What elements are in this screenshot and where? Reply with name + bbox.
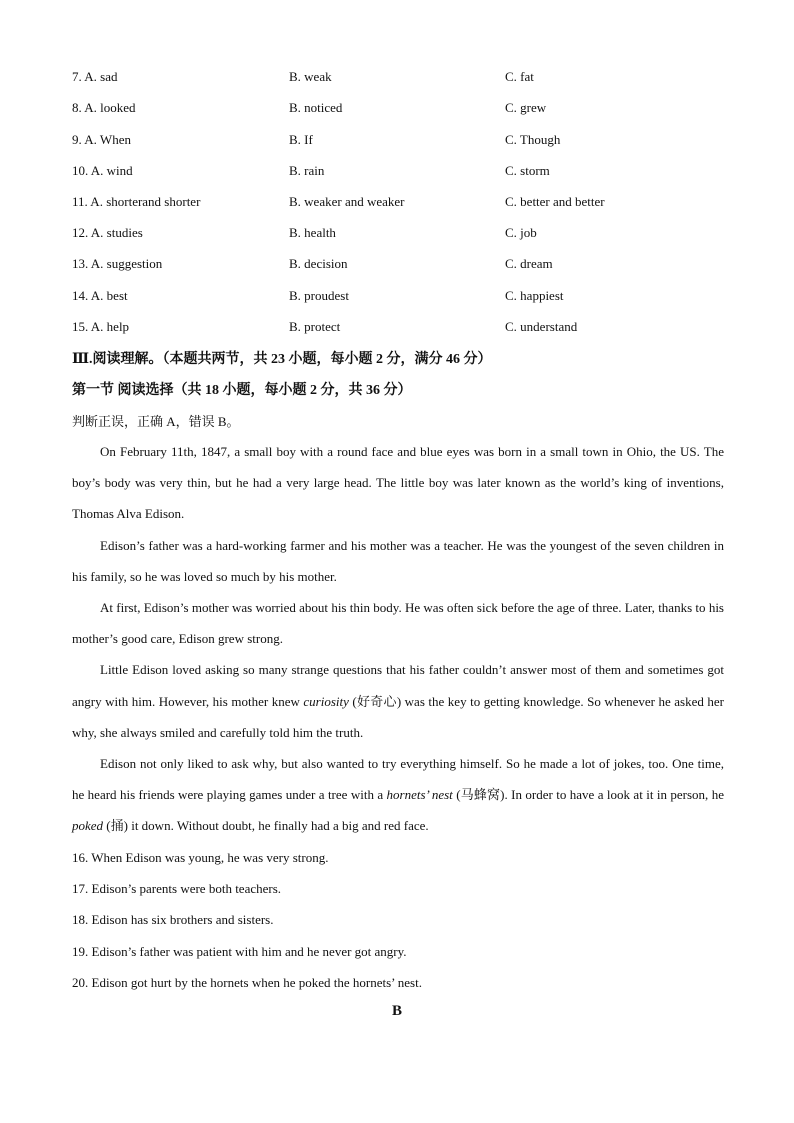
- option-a: 8. A. looked: [72, 100, 136, 115]
- section-heading: Ⅲ.阅读理解。（本题共两节，共 23 小题，每小题 2 分，满分 46 分）: [72, 352, 492, 367]
- option-row-13: [72, 256, 732, 287]
- question-item: 16. When Edison was young, he was very strong.: [72, 850, 329, 865]
- option-b: B. health: [289, 225, 336, 240]
- question-list: [72, 842, 422, 998]
- part-heading: 第一节 阅读选择（共 18 小题，每小题 2 分，共 36 分）: [72, 383, 412, 398]
- paragraph-5: [72, 748, 724, 842]
- option-b: B. weaker and weaker: [289, 194, 405, 209]
- question-item: 19. Edison’s father was patient with him and he never got angry.: [72, 943, 407, 959]
- option-b: B. If: [289, 132, 313, 147]
- option-row-12: [72, 225, 732, 256]
- option-b: B. noticed: [289, 100, 343, 115]
- question-item: 18. Edison has six brothers and sisters.: [72, 912, 274, 928]
- option-row-14: [72, 288, 732, 319]
- paragraph-1: On February 11th, 1847, a small boy with a round face and blue eyes was born in a small town in Ohio, the US. The boy’s body was very thin, but he had a very large head. The little boy was later known as the world’s king of inventions, Thomas Alva Edison.: [72, 444, 724, 522]
- option-a: 9. A. When: [72, 132, 131, 147]
- text-segment: (捅) it down. Without doubt, he finally had a big and red face.: [103, 818, 429, 834]
- option-a: 10. A. wind: [72, 163, 133, 178]
- option-c: C. happiest: [505, 288, 564, 303]
- italic-term: curiosity: [303, 693, 349, 709]
- text-segment: (马蜂窝). In order to have a look at it in person, he: [452, 787, 724, 803]
- option-a: 15. A. help: [72, 319, 130, 334]
- italic-term: hornets’ nest: [386, 787, 453, 803]
- option-c: C. understand: [505, 319, 578, 334]
- option-c: C. dream: [505, 256, 553, 271]
- question-item: 17. Edison’s parents were both teachers.: [72, 881, 282, 897]
- question-item: 20. Edison got hurt by the hornets when he poked the hornets’ nest.: [72, 974, 422, 990]
- option-b: B. decision: [289, 256, 348, 271]
- reading-passage: [72, 436, 724, 842]
- text-segment: Little Edison loved asking so many strange questions that his father couldn’t answer most of them and sometimes got angry with him. However, his mother knew: [72, 662, 724, 709]
- paragraph-4: [72, 654, 724, 748]
- option-c: C. grew: [505, 100, 547, 115]
- option-b: B. proudest: [289, 288, 349, 303]
- option-c: C. fat: [505, 69, 534, 84]
- option-c: C. job: [505, 225, 537, 240]
- instruction-text: 判断正误，正确 A，错误 B。: [72, 414, 240, 429]
- option-a: 7. A. sad: [72, 69, 118, 84]
- option-a: 14. A. best: [72, 288, 128, 303]
- paragraph-3: At first, Edison’s mother was worried about his thin body. He was often sick before the age of three. Later, thanks to his mother’s good care, Edison grew strong.: [72, 600, 724, 647]
- option-row-15: [72, 319, 732, 350]
- option-a: 11. A. shorterand shorter: [72, 194, 201, 209]
- option-b: B. protect: [289, 319, 341, 334]
- section-b-label: B: [391, 1003, 402, 1019]
- option-c: C. Though: [505, 132, 561, 147]
- option-b: B. weak: [289, 69, 332, 84]
- option-c: C. better and better: [505, 194, 605, 209]
- option-a: 13. A. suggestion: [72, 256, 163, 271]
- text-segment: Edison not only liked to ask why, but also wanted to try everything himself. So he made a lot of jokes, too. One time, he heard his friends were playing games under a tree with a: [72, 756, 724, 803]
- option-row-10: [72, 163, 732, 194]
- option-row-11: [72, 194, 732, 225]
- paragraph-2: Edison’s father was a hard-working farmer and his mother was a teacher. He was the youngest of the seven children in his family, so he was loved so much by his mother.: [72, 537, 724, 584]
- text-segment: (好奇心) was the key to getting knowledge. So whenever he asked her why, she always smiled and carefully told him the truth.: [72, 693, 724, 740]
- option-c: C. storm: [505, 163, 550, 178]
- option-b: B. rain: [289, 163, 325, 178]
- option-row-9: [72, 132, 732, 163]
- italic-term: poked: [72, 818, 104, 834]
- option-a: 12. A. studies: [72, 225, 143, 240]
- option-row-8: [72, 100, 732, 131]
- option-row-7: [72, 69, 732, 100]
